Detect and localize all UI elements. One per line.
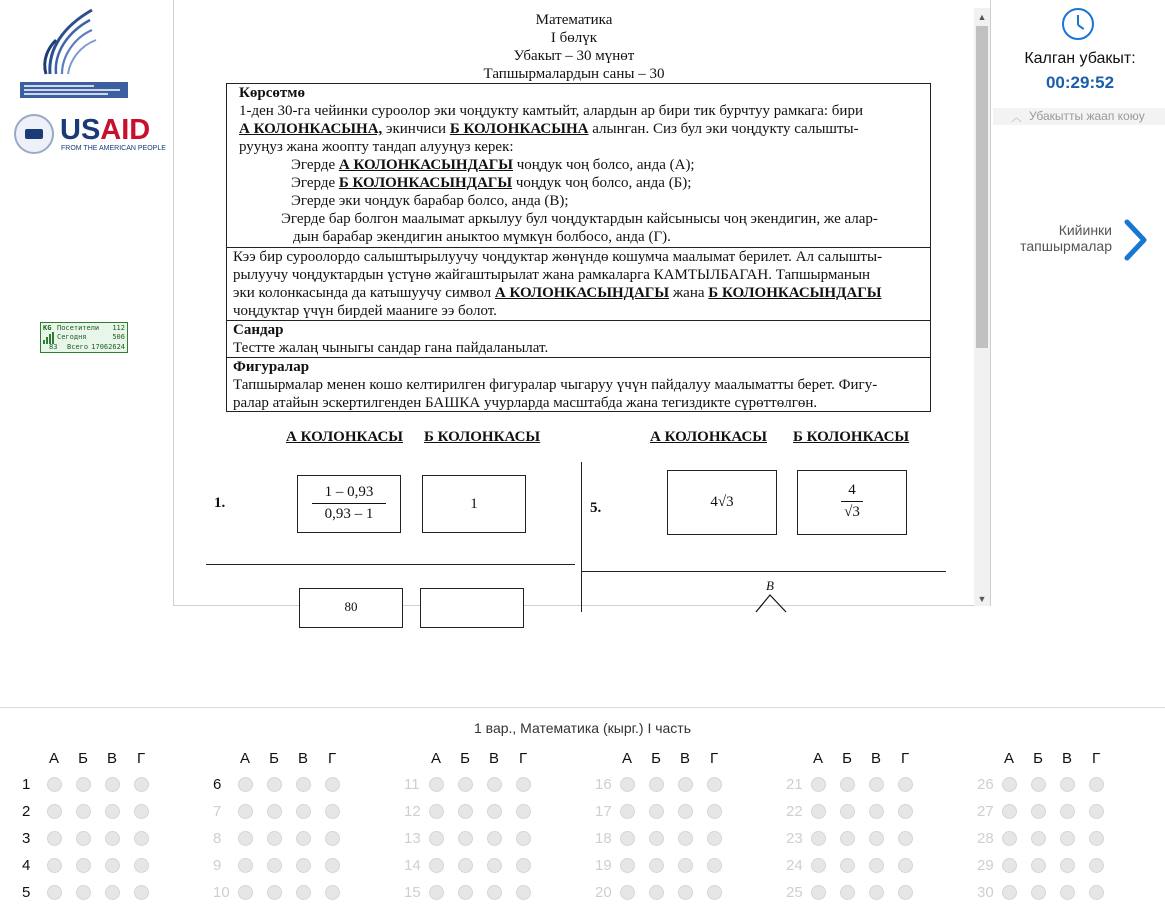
question-number[interactable]: 9 — [213, 857, 222, 874]
answer-radio-Б[interactable] — [267, 885, 282, 900]
answer-radio-Г[interactable] — [325, 804, 340, 819]
next-tasks-link[interactable] — [1000, 222, 1112, 254]
usaid-aid: AID — [100, 114, 151, 146]
answer-letter: Б — [78, 750, 88, 767]
answer-letter: А — [812, 750, 823, 767]
question-number[interactable]: 14 — [404, 857, 421, 874]
chevron-up-icon: ︿ — [1011, 112, 1022, 124]
answer-radio-Б[interactable] — [840, 858, 855, 873]
col-b-heading-left: Б КОЛОНКАСЫ — [424, 429, 541, 445]
counter-visitors-value: 112 — [112, 324, 125, 332]
answer-radio-Г[interactable] — [1089, 804, 1104, 819]
answer-letter: Б — [842, 750, 852, 767]
counter-visitors-label: Посетители — [57, 324, 100, 332]
answer-radio-А[interactable] — [811, 777, 826, 792]
extra-info-section — [227, 248, 930, 321]
answer-radio-Б[interactable] — [76, 831, 91, 846]
answer-radio-Б[interactable] — [1031, 831, 1046, 846]
question-number[interactable]: 10 — [213, 884, 230, 901]
doc-title-part: I бөлүк — [550, 30, 598, 46]
col-b-heading-right: Б КОЛОНКАСЫ — [793, 429, 910, 445]
answer-radio-Г[interactable] — [325, 885, 340, 900]
question-number[interactable]: 16 — [595, 776, 612, 793]
hide-timer-button[interactable] — [993, 108, 1165, 125]
answer-radio-А[interactable] — [429, 858, 444, 873]
answer-radio-Г[interactable] — [516, 831, 531, 846]
answer-radio-Б[interactable] — [649, 831, 664, 846]
instructions-line-3: рууңуз жана жоопту тандап алууңуз керек: — [239, 139, 514, 155]
answer-radio-Г[interactable] — [516, 858, 531, 873]
triangle-figure-icon — [752, 592, 792, 612]
answer-letter: А — [48, 750, 59, 767]
figures-heading: Фигуралар — [233, 359, 310, 375]
instructions-line-2: А КОЛОНКАСЫНА, экинчиси Б КОЛОНКАСЫНА алынган. Сиз бул эки чоңдукту салышты- — [239, 121, 859, 137]
answer-radio-В[interactable] — [1060, 777, 1075, 792]
answer-radio-Б[interactable] — [1031, 885, 1046, 900]
instructions-line-1: 1-ден 30-га чейинки суроолор эки чоңдукту камтыйт, алардын ар бири тик бурчтуу рамкага: бири — [239, 103, 863, 119]
extra-line-1: Кээ бир суроолордо салыштырылуучу чоңдуктар жөнүндө кошумча маалымат берилет. Ал салышты- — [233, 249, 883, 265]
question-number[interactable]: 7 — [213, 803, 222, 820]
answer-radio-В[interactable] — [296, 885, 311, 900]
answer-letter: А — [621, 750, 632, 767]
condition-g-2: дын барабар экендигин аныктоо мүмкүн болбосо, анда (Г). — [293, 229, 671, 245]
answer-radio-В[interactable] — [105, 831, 120, 846]
answer-radio-Б[interactable] — [840, 777, 855, 792]
answer-letter: А — [430, 750, 441, 767]
question-number[interactable]: 15 — [404, 884, 421, 901]
answer-radio-Б[interactable] — [267, 831, 282, 846]
answer-radio-Б[interactable] — [649, 885, 664, 900]
condition-b: Эгерде Б КОЛОНКАСЫНДАГЫ чоңдук чоң болсо, анда (Б); — [291, 175, 692, 191]
question-number[interactable]: 24 — [786, 857, 803, 874]
answer-radio-Г[interactable] — [134, 858, 149, 873]
numbers-heading: Сандар — [233, 322, 284, 338]
answer-radio-А[interactable] — [47, 777, 62, 792]
scrollbar-thumb[interactable] — [976, 26, 988, 348]
answer-radio-А[interactable] — [811, 831, 826, 846]
answer-radio-Г[interactable] — [707, 858, 722, 873]
org-name-strip — [20, 82, 128, 98]
condition-a: Эгерде А КОЛОНКАСЫНДАГЫ чоңдук чоң болсо, анда (А); — [291, 157, 695, 173]
condition-v: Эгерде эки чоңдук барабар болсо, анда (В); — [291, 193, 569, 209]
answer-radio-Г[interactable] — [134, 804, 149, 819]
answer-radio-В[interactable] — [105, 858, 120, 873]
question-number[interactable]: 6 — [213, 776, 222, 793]
answer-radio-Г[interactable] — [707, 777, 722, 792]
answer-radio-Г[interactable] — [325, 777, 340, 792]
answer-radio-А[interactable] — [47, 804, 62, 819]
answer-radio-Г[interactable] — [707, 831, 722, 846]
answer-radio-А[interactable] — [620, 831, 635, 846]
answer-radio-Б[interactable] — [267, 777, 282, 792]
answer-letter: Г — [1091, 750, 1101, 767]
answer-radio-Г[interactable] — [325, 831, 340, 846]
answer-radio-В[interactable] — [869, 831, 884, 846]
numbers-text: Тестте жалаң чыныгы сандар гана пайдаланылат. — [233, 340, 549, 356]
answer-radio-В[interactable] — [678, 831, 693, 846]
answer-letter: Б — [651, 750, 661, 767]
question-number[interactable]: 19 — [595, 857, 612, 874]
problem-2-a-partial: 80 — [344, 599, 358, 614]
question-number[interactable]: 21 — [786, 776, 803, 793]
answer-radio-Б[interactable] — [1031, 777, 1046, 792]
counter-total-label: Всего — [67, 343, 89, 351]
answer-letter: В — [106, 750, 117, 767]
answer-radio-Г[interactable] — [898, 777, 913, 792]
instructions-heading: Көрсөтмө — [239, 85, 305, 101]
answer-radio-Б[interactable] — [76, 777, 91, 792]
answer-radio-В[interactable] — [1060, 804, 1075, 819]
answer-radio-В[interactable] — [678, 777, 693, 792]
answer-radio-Г[interactable] — [516, 777, 531, 792]
condition-g-1: Эгерде бар болгон маалымат аркылуу бул чоңдуктардын кайсынысы чоң экендигин, же алар- — [281, 211, 878, 227]
answer-radio-Б[interactable] — [649, 777, 664, 792]
answer-radio-Б[interactable] — [840, 804, 855, 819]
answer-radio-Г[interactable] — [134, 777, 149, 792]
answer-radio-А[interactable] — [1002, 777, 1017, 792]
answer-radio-А[interactable] — [238, 804, 253, 819]
answer-radio-А[interactable] — [47, 831, 62, 846]
question-number[interactable]: 1 — [22, 776, 31, 793]
answer-radio-Б[interactable] — [267, 804, 282, 819]
answer-letter: Г — [518, 750, 528, 767]
problem-5-col-b — [797, 470, 907, 535]
answer-letter: В — [679, 750, 690, 767]
answer-radio-В[interactable] — [487, 831, 502, 846]
answer-radio-Б[interactable] — [1031, 804, 1046, 819]
usaid-logo — [14, 112, 166, 158]
answer-radio-Б[interactable] — [458, 831, 473, 846]
problem-5-number: 5. — [590, 500, 602, 516]
answer-radio-Г[interactable] — [898, 804, 913, 819]
feather-logo-icon — [20, 8, 128, 82]
extra-line-3: эки колонкасында да катышуучу символ А КОЛОНКАСЫНДАГЫ жана Б КОЛОНКАСЫНДАГЫ — [233, 285, 882, 301]
answer-radio-В[interactable] — [869, 858, 884, 873]
answer-letter: В — [488, 750, 499, 767]
answer-radio-Б[interactable] — [458, 777, 473, 792]
answer-radio-Б[interactable] — [458, 858, 473, 873]
answer-radio-В[interactable] — [678, 885, 693, 900]
answer-radio-Б[interactable] — [649, 804, 664, 819]
question-number[interactable]: 11 — [404, 776, 420, 793]
answer-radio-В[interactable] — [105, 804, 120, 819]
figures-line-1: Тапшырмалар менен кошо келтирилген фигуралар чыгаруу үчүн пайдалуу маалыматты берет. Фигу- — [233, 377, 878, 393]
answer-radio-А[interactable] — [811, 804, 826, 819]
answer-radio-В[interactable] — [869, 885, 884, 900]
counter-left-value: 83 — [49, 343, 58, 351]
problem-1-col-a — [297, 475, 401, 533]
figures-section — [227, 358, 930, 413]
instructions-section — [227, 84, 930, 248]
answer-letter: Б — [460, 750, 470, 767]
answer-radio-А[interactable] — [429, 777, 444, 792]
problem-2-col-a — [299, 588, 403, 628]
problem-5-b-denominator: √3 — [844, 504, 860, 520]
answer-letter: Г — [136, 750, 146, 767]
doc-title-subject: Математика — [535, 12, 613, 28]
answer-letter: А — [1003, 750, 1014, 767]
answer-radio-А[interactable] — [238, 858, 253, 873]
doc-title-count: Тапшырмалардын саны – 30 — [483, 66, 665, 82]
answer-letter: А — [239, 750, 250, 767]
problem-5-a-value: 4√3 — [710, 494, 734, 510]
answer-radio-Г[interactable] — [898, 858, 913, 873]
problems-divider — [581, 462, 582, 612]
answer-radio-А[interactable] — [429, 831, 444, 846]
answer-radio-Г[interactable] — [707, 804, 722, 819]
answer-radio-Б[interactable] — [76, 885, 91, 900]
answer-sheet-title: 1 вар., Математика (кырг.) I часть — [473, 720, 692, 736]
question-number[interactable]: 8 — [213, 830, 222, 847]
question-number[interactable]: 18 — [595, 830, 612, 847]
clock-icon — [1062, 8, 1094, 40]
answer-radio-А[interactable] — [811, 885, 826, 900]
answer-radio-В[interactable] — [296, 858, 311, 873]
answer-radio-Б[interactable] — [76, 804, 91, 819]
question-number[interactable]: 12 — [404, 803, 421, 820]
timer-label: Калган убакыт: — [1024, 50, 1136, 67]
answer-letter: В — [870, 750, 881, 767]
question-number[interactable]: 29 — [977, 857, 994, 874]
answer-radio-Г[interactable] — [1089, 777, 1104, 792]
figures-line-2: ралар атайын эскертилгенден БАШКА учурларда масштабда жана тегиздикте сүрөттөлгөн. — [233, 395, 818, 411]
counter-total-value: 17062624 — [91, 343, 125, 351]
answer-radio-А[interactable] — [620, 858, 635, 873]
problem-1-a-denominator: 0,93 – 1 — [324, 506, 374, 522]
answer-radio-Г[interactable] — [325, 858, 340, 873]
triangle-vertex-label: B — [766, 578, 774, 593]
answer-radio-В[interactable] — [1060, 831, 1075, 846]
problem-1-separator — [206, 564, 575, 565]
problem-5-col-a — [667, 470, 777, 535]
counter-logo: KG — [43, 324, 52, 332]
answer-radio-В[interactable] — [869, 804, 884, 819]
problem-1-col-b — [422, 475, 526, 533]
answer-radio-А[interactable] — [620, 885, 635, 900]
counter-today-value: 506 — [112, 333, 125, 341]
answer-radio-В[interactable] — [487, 885, 502, 900]
answer-radio-В[interactable] — [869, 777, 884, 792]
question-number[interactable]: 22 — [786, 803, 803, 820]
answer-radio-В[interactable] — [678, 804, 693, 819]
answer-radio-А[interactable] — [238, 777, 253, 792]
question-number[interactable]: 28 — [977, 830, 994, 847]
answer-radio-А[interactable] — [238, 885, 253, 900]
scroll-down-icon[interactable]: ▼ — [977, 594, 987, 604]
answer-radio-Г[interactable] — [898, 885, 913, 900]
instructions-box — [226, 83, 931, 412]
answer-radio-В[interactable] — [487, 858, 502, 873]
document-viewer[interactable] — [173, 0, 991, 614]
answer-letter: Г — [709, 750, 719, 767]
question-number[interactable]: 20 — [595, 884, 612, 901]
question-number[interactable]: 2 — [22, 803, 31, 820]
question-number[interactable]: 27 — [977, 803, 994, 820]
col-a-heading-right: А КОЛОНКАСЫ — [650, 429, 768, 445]
answer-radio-А[interactable] — [620, 804, 635, 819]
answer-radio-В[interactable] — [296, 777, 311, 792]
extra-line-4: чоңдуктар үчүн бирдей мааниге ээ болот. — [233, 303, 497, 319]
problem-1-b-value: 1 — [470, 496, 478, 512]
answer-radio-Б[interactable] — [458, 804, 473, 819]
answer-radio-Б[interactable] — [267, 858, 282, 873]
answer-letter: В — [1061, 750, 1072, 767]
problem-2-col-b — [420, 588, 524, 628]
answer-letter: Г — [327, 750, 337, 767]
answer-radio-А[interactable] — [429, 804, 444, 819]
answer-radio-В[interactable] — [487, 804, 502, 819]
hide-timer-label: Убакытты жаап коюу — [1029, 109, 1145, 123]
question-number[interactable]: 4 — [22, 857, 31, 874]
answer-radio-В[interactable] — [678, 858, 693, 873]
counter-today-label: Сегодня — [57, 333, 87, 341]
answer-letter: Б — [269, 750, 279, 767]
chevron-right-icon[interactable] — [1120, 218, 1150, 262]
answer-radio-В[interactable] — [1060, 885, 1075, 900]
extra-line-2: рылуучу чоңдуктардын үстүнө жайгаштырылат жана рамкаларга КАМТЫЛБАГАН. Тапшырманын — [233, 267, 871, 283]
answer-radio-Б[interactable] — [458, 885, 473, 900]
col-a-heading-left: А КОЛОНКАСЫ — [286, 429, 404, 445]
problem-5-separator — [582, 571, 946, 572]
usaid-seal-icon — [14, 114, 54, 154]
visitor-counter[interactable] — [40, 322, 128, 353]
question-number[interactable]: 17 — [595, 803, 612, 820]
testing-center-logo — [20, 8, 128, 100]
answer-radio-Б[interactable] — [1031, 858, 1046, 873]
question-number[interactable]: 13 — [404, 830, 421, 847]
numbers-section — [227, 321, 930, 358]
answer-radio-В[interactable] — [105, 885, 120, 900]
answer-radio-А[interactable] — [1002, 858, 1017, 873]
answer-radio-Г[interactable] — [1089, 885, 1104, 900]
answer-radio-А[interactable] — [1002, 831, 1017, 846]
answer-sheet — [0, 707, 1165, 917]
problem-5-b-numerator: 4 — [848, 482, 856, 498]
next-tasks-line-2: тапшырмалар — [1020, 238, 1112, 254]
timer-value: 00:29:52 — [1045, 73, 1115, 92]
question-number[interactable]: 23 — [786, 830, 803, 847]
answer-radio-Г[interactable] — [1089, 831, 1104, 846]
answer-letter: Г — [900, 750, 910, 767]
answer-radio-А[interactable] — [47, 858, 62, 873]
answer-letter: Б — [1033, 750, 1043, 767]
answer-radio-А[interactable] — [1002, 885, 1017, 900]
answer-letter: В — [297, 750, 308, 767]
answer-radio-В[interactable] — [105, 777, 120, 792]
question-number[interactable]: 3 — [22, 830, 31, 847]
answer-radio-А[interactable] — [429, 885, 444, 900]
answer-radio-В[interactable] — [487, 777, 502, 792]
problem-1-number: 1. — [214, 495, 226, 511]
problem-1-a-numerator: 1 – 0,93 — [324, 484, 374, 500]
answer-radio-Б[interactable] — [76, 858, 91, 873]
answer-radio-А[interactable] — [1002, 804, 1017, 819]
test-document — [174, 0, 974, 614]
answer-radio-Г[interactable] — [516, 885, 531, 900]
answer-radio-А[interactable] — [238, 831, 253, 846]
usaid-tagline: FROM THE AMERICAN PEOPLE — [61, 145, 166, 152]
answer-radio-Б[interactable] — [649, 858, 664, 873]
answer-radio-В[interactable] — [1060, 858, 1075, 873]
doc-title-time: Убакыт – 30 мүнөт — [513, 48, 635, 64]
answer-radio-Г[interactable] — [707, 885, 722, 900]
question-number[interactable]: 30 — [977, 884, 994, 901]
answer-radio-Г[interactable] — [1089, 858, 1104, 873]
answer-radio-А[interactable] — [47, 885, 62, 900]
answer-radio-Г[interactable] — [898, 831, 913, 846]
question-number[interactable]: 26 — [977, 776, 994, 793]
next-tasks-line-1: Кийинки — [1058, 222, 1112, 238]
answer-radio-А[interactable] — [811, 858, 826, 873]
answer-radio-Г[interactable] — [134, 885, 149, 900]
answer-radio-Г[interactable] — [134, 831, 149, 846]
answer-radio-В[interactable] — [296, 804, 311, 819]
answer-radio-А[interactable] — [620, 777, 635, 792]
scroll-up-icon[interactable]: ▲ — [977, 12, 987, 22]
usaid-us: US — [60, 114, 101, 146]
answer-radio-Б[interactable] — [840, 831, 855, 846]
answer-radio-Г[interactable] — [516, 804, 531, 819]
answer-radio-Б[interactable] — [840, 885, 855, 900]
question-number[interactable]: 25 — [786, 884, 803, 901]
document-scrollbar[interactable] — [974, 8, 990, 606]
answer-radio-В[interactable] — [296, 831, 311, 846]
question-number[interactable]: 5 — [22, 884, 31, 901]
